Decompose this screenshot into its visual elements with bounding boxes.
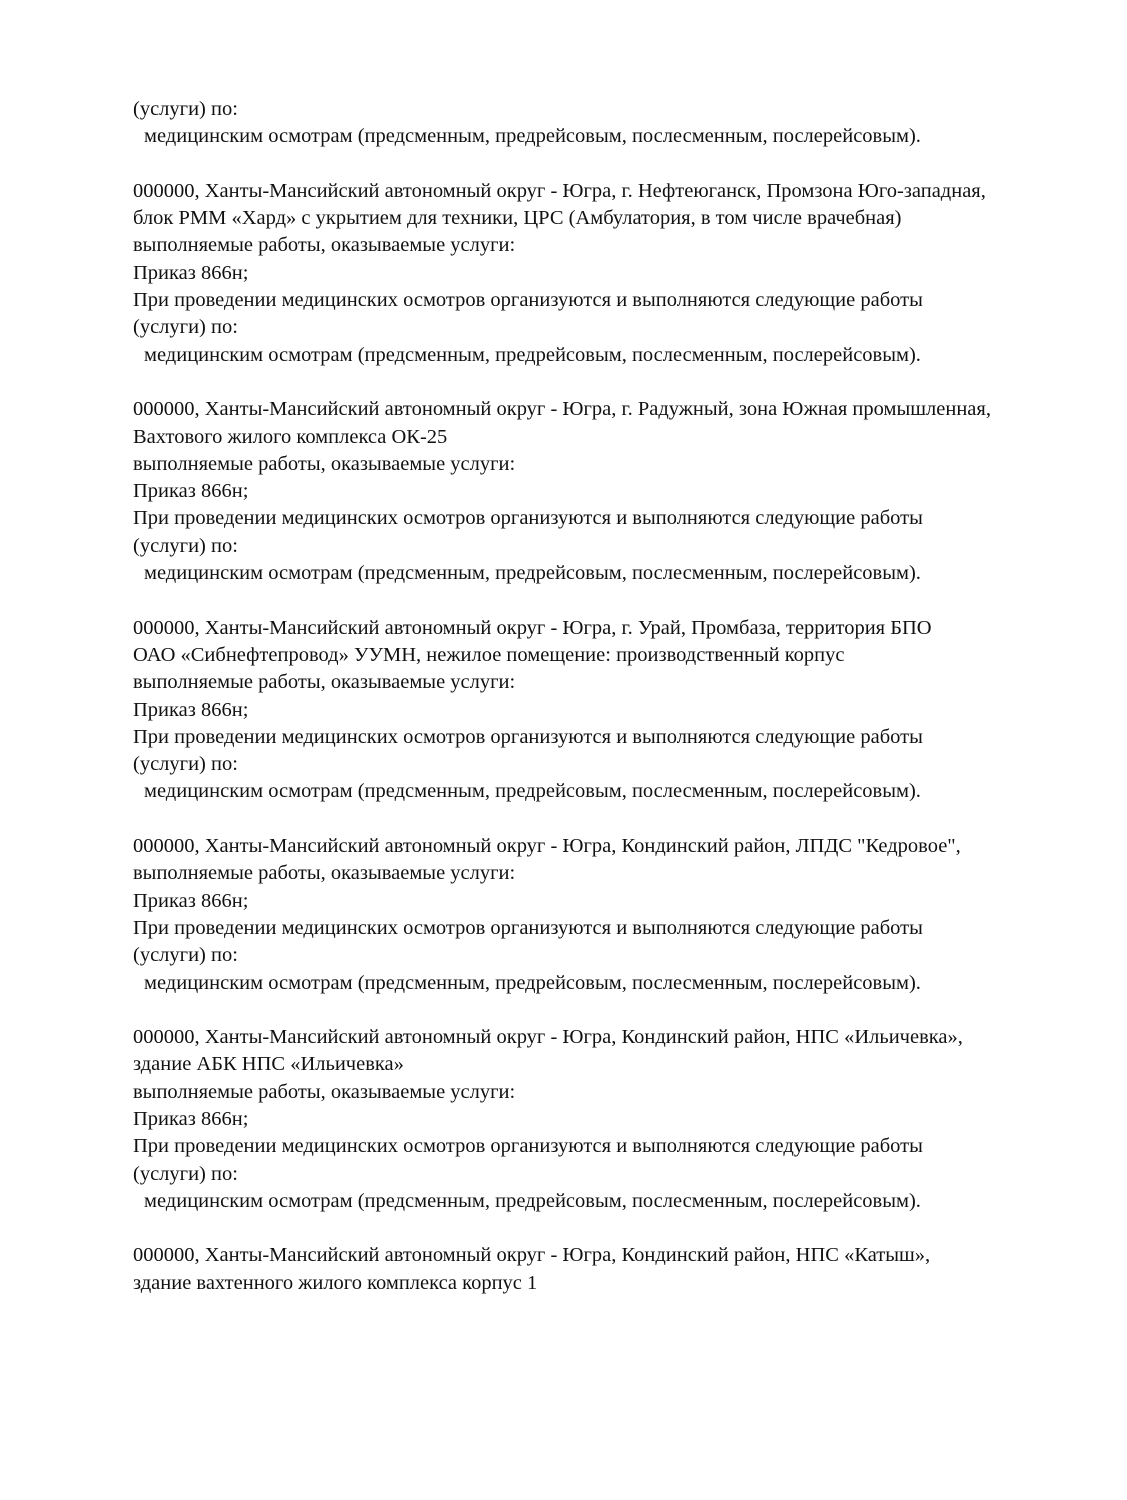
exam-intro-line: (услуги) по: [133,753,238,776]
services-line: медицинским осмотрам (предсменным, предрейсовым, послесменным, послерейсовым). [144,1189,921,1212]
exam-intro-line: При проведении медицинских осмотров организуются и выполняются следующие работы [133,1135,923,1158]
address-line: блок РММ «Хард» с укрытием для техники, ЦРС (Амбулатория, в том числе врачебная) [133,207,902,230]
order-line: Приказ 866н; [133,889,249,912]
address-block [133,396,1093,587]
address-line: 000000, Ханты-Мансийский автономный округ - Югра, Кондинский район, НПС «Катыш», [133,1244,931,1267]
intro-block [133,96,1093,151]
address-line: 000000, Ханты-Мансийский автономный округ - Югра, г. Урай, Промбаза, территория БПО [133,616,932,639]
order-line: Приказ 866н; [133,480,249,503]
exam-intro-line: (услуги) по: [133,1162,238,1185]
order-line: Приказ 866н; [133,698,249,721]
services-line: медицинским осмотрам (предсменным, предрейсовым, послесменным, послерейсовым). [144,343,921,366]
address-line: здание вахтенного жилого комплекса корпус 1 [133,1271,538,1294]
address-line: 000000, Ханты-Мансийский автономный округ - Югра, Кондинский район, НПС «Ильичевка», [133,1026,963,1049]
address-line: ОАО «Сибнефтепровод» УУМН, нежилое помещение: производственный корпус [133,643,845,666]
address-block [133,178,1093,369]
works-label: выполняемые работы, оказываемые услуги: [133,1080,516,1103]
address-line: 000000, Ханты-Мансийский автономный округ - Югра, Кондинский район, ЛПДС "Кедровое", [133,835,961,858]
order-line: Приказ 866н; [133,1107,249,1130]
address-block [133,1024,1093,1215]
address-block [133,1242,1093,1297]
works-label: выполняемые работы, оказываемые услуги: [133,452,516,475]
address-block [133,833,1093,997]
intro-line: (услуги) по: [133,98,238,120]
address-line: 000000, Ханты-Мансийский автономный округ - Югра, г. Радужный, зона Южная промышленная, [133,398,991,421]
exam-intro-line: (услуги) по: [133,534,238,557]
exam-intro-line: При проведении медицинских осмотров организуются и выполняются следующие работы [133,507,923,530]
order-line: Приказ 866н; [133,261,249,284]
intro-services-line: медицинским осмотрам (предсменным, предрейсовым, послесменным, послерейсовым). [144,125,921,148]
exam-intro-line: При проведении медицинских осмотров организуются и выполняются следующие работы [133,289,923,312]
exam-intro-line: При проведении медицинских осмотров организуются и выполняются следующие работы [133,725,923,748]
services-line: медицинским осмотрам (предсменным, предрейсовым, послесменным, послерейсовым). [144,780,921,803]
address-line: Вахтового жилого комплекса ОК-25 [133,425,448,448]
services-line: медицинским осмотрам (предсменным, предрейсовым, послесменным, послерейсовым). [144,971,921,994]
exam-intro-line: (услуги) по: [133,944,238,967]
address-block [133,615,1093,806]
works-label: выполняемые работы, оказываемые услуги: [133,671,516,694]
works-label: выполняемые работы, оказываемые услуги: [133,234,516,257]
exam-intro-line: (услуги) по: [133,316,238,339]
document-body [133,96,1093,1324]
address-line: 000000, Ханты-Мансийский автономный округ - Югра, г. Нефтеюганск, Промзона Юго-западная, [133,179,986,202]
services-line: медицинским осмотрам (предсменным, предрейсовым, послесменным, послерейсовым). [144,562,921,585]
works-label: выполняемые работы, оказываемые услуги: [133,862,516,885]
exam-intro-line: При проведении медицинских осмотров организуются и выполняются следующие работы [133,916,923,939]
address-line: здание АБК НПС «Ильичевка» [133,1053,404,1076]
